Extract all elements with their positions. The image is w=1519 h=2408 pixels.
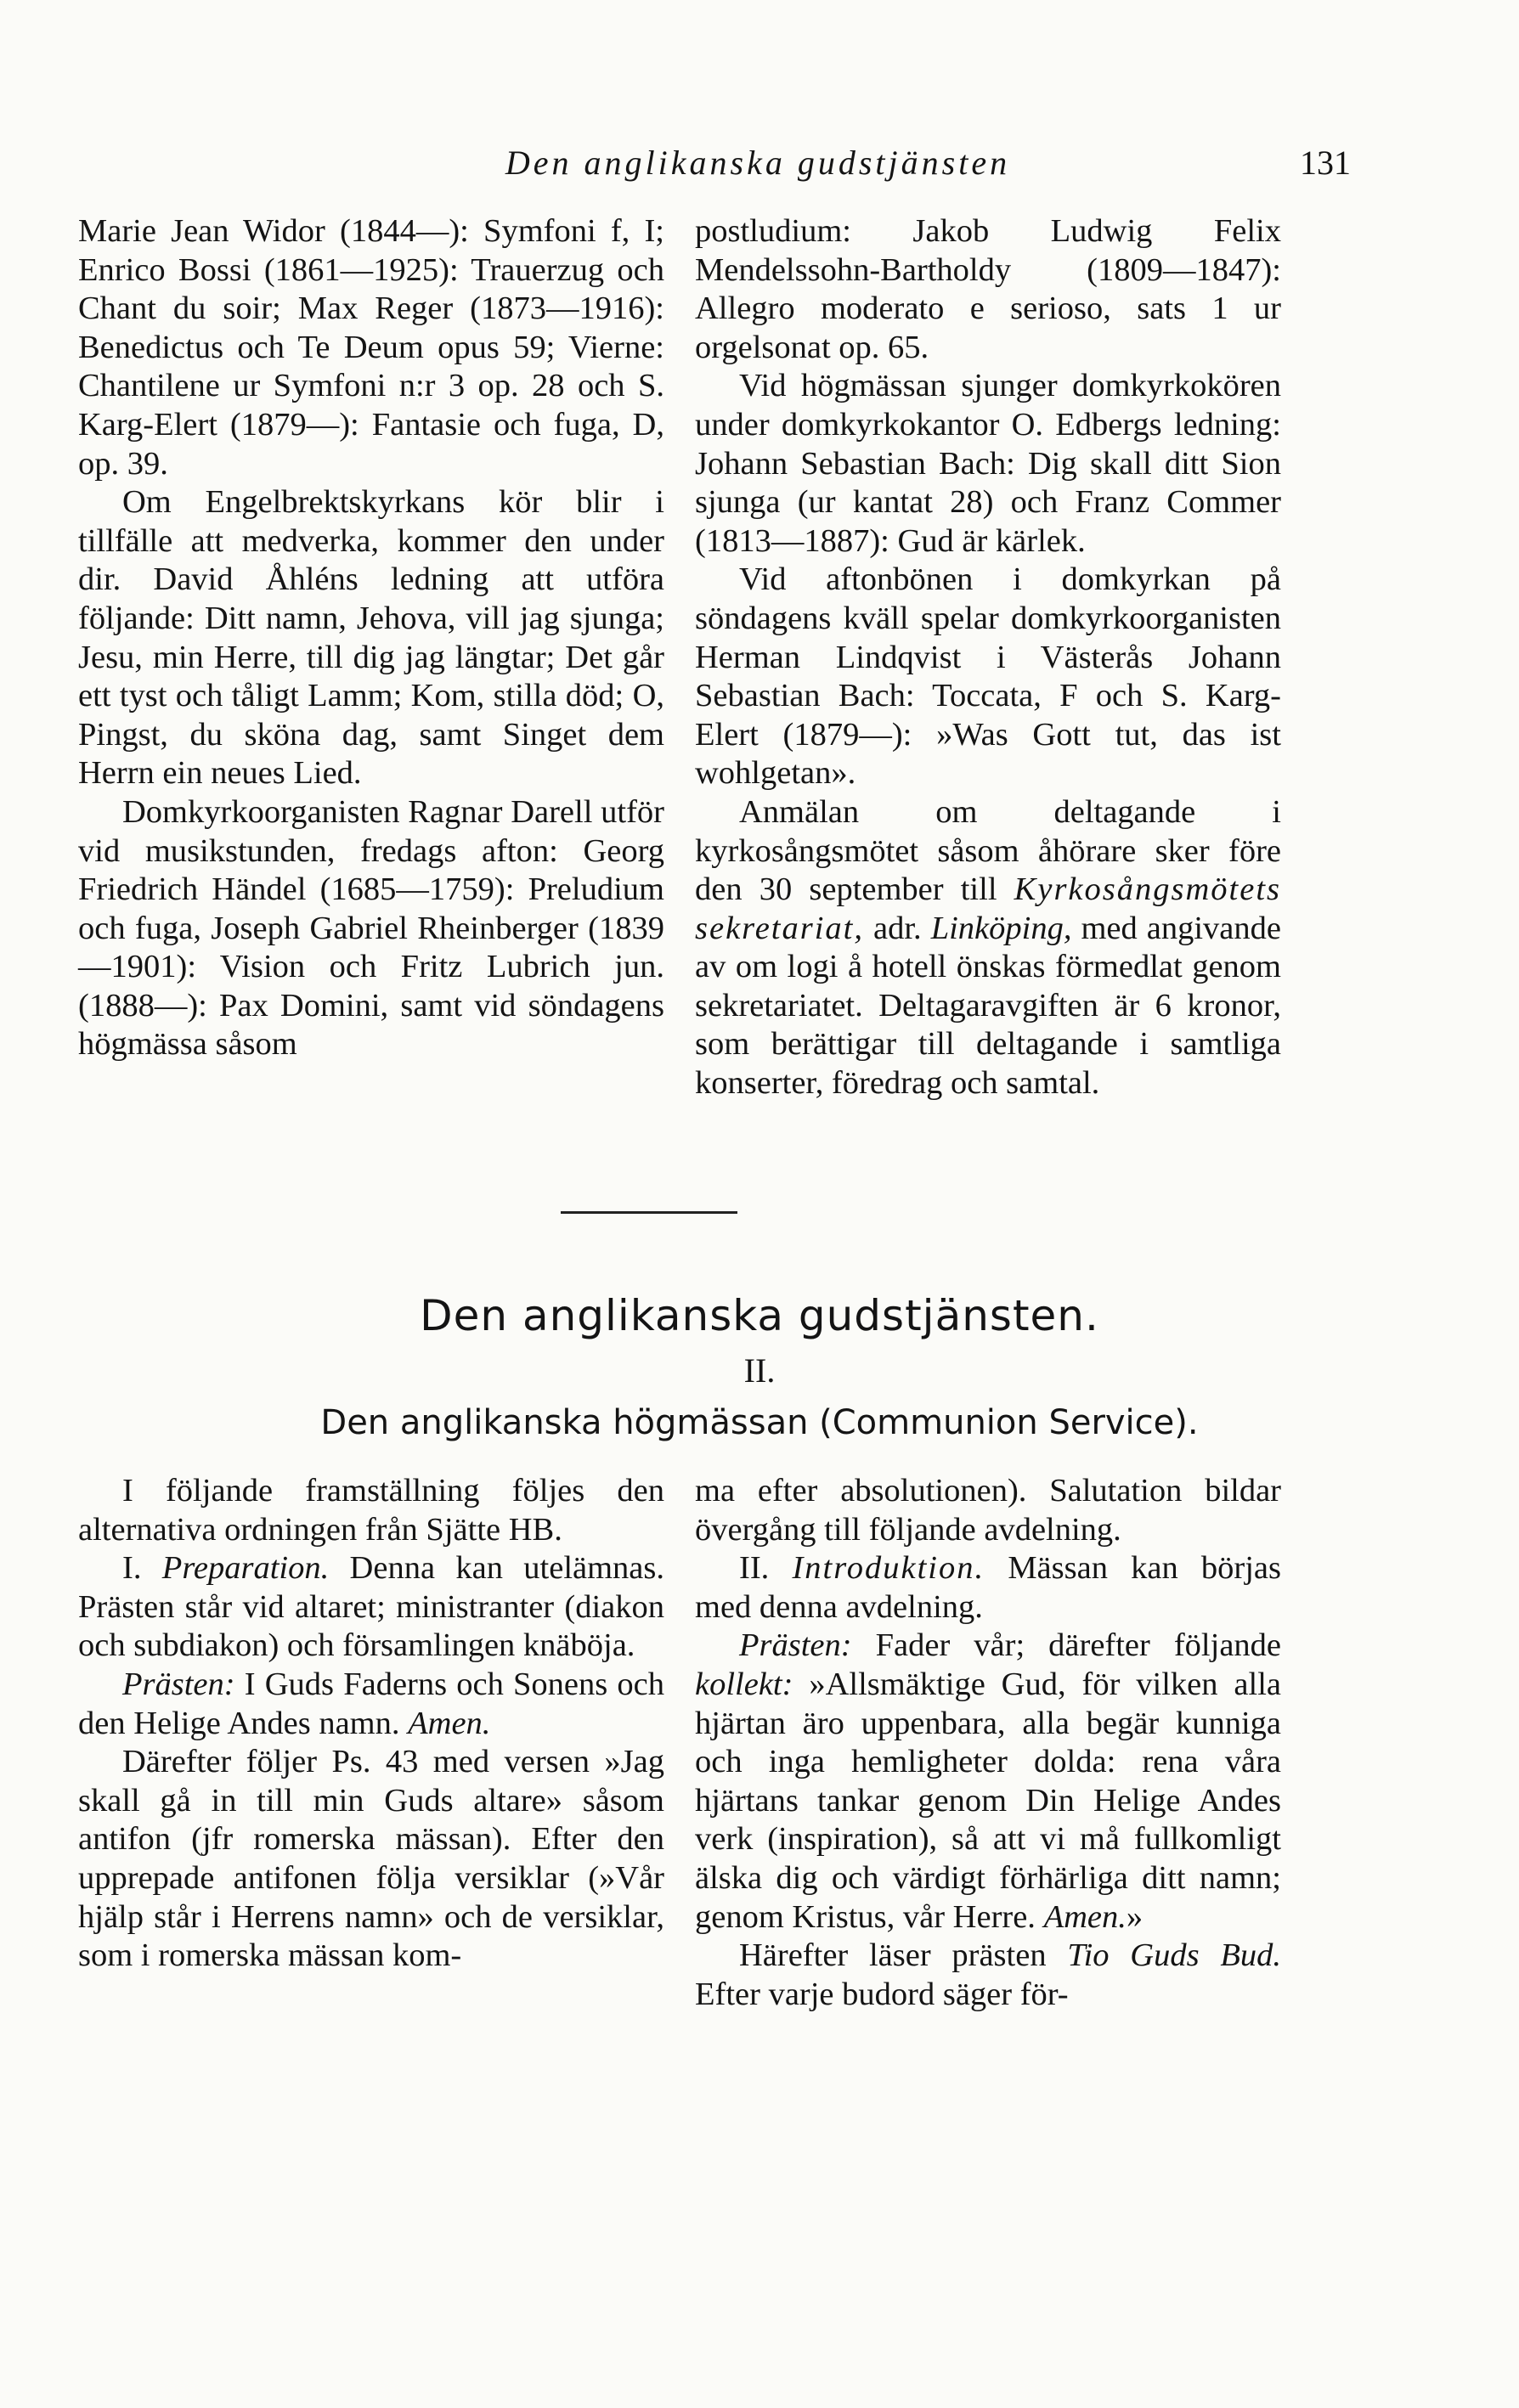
running-head	[85, 143, 1444, 194]
emphasis: Prästen:	[122, 1666, 235, 1702]
section-title: Den anglikanska gudstjänsten.	[420, 1291, 1099, 1340]
emphasis: Amen.	[1043, 1898, 1127, 1935]
paragraph: Om Engelbrektskyrkans kör blir i tillfälle att medverka, kommer den under dir. David Åhléns ledning att utföra följande: Ditt namn, Jehova, vill jag sjunga; Jesu, min Herre, till dig jag längtar; Det går ett tyst och tåligt Lamm; Kom, stilla död; O, Pingst, du sköna dag, samt Singet dem Herrn ein neues Lied.	[78, 484, 664, 792]
paragraph	[695, 1549, 1281, 1627]
paragraph	[695, 793, 1281, 1103]
paragraph: Domkyrkoorganisten Ragnar Darell utför vid musikstunden, fredags afton: Georg Friedrich Händel (1685—1759): Preludium och fuga, Joseph Gabriel Rheinberger (1839—1901): Vision och Fritz Lubrich jun. (1888—): Pax Domini, samt vid söndagens högmässa såsom	[78, 793, 664, 1063]
text-run: »	[1126, 1898, 1143, 1935]
paragraph: I följande framställning följes den alternativa ordningen från Sjätte HB.	[78, 1473, 664, 1548]
emphasis: Tio Guds Bud.	[1067, 1937, 1281, 1974]
emphasis: Introduktion.	[792, 1550, 985, 1587]
text-run: med angivande av om logi å hotell önskas förmedlat genom sekretariatet. Deltagaravgiften är 6 kronor, som berättigar till deltagande i samtliga konserter, föredrag och samtal.	[695, 910, 1281, 1102]
section-number: II.	[743, 1351, 776, 1390]
text-run: »Allsmäktige Gud, för vilken alla hjärtan äro uppenbara, alla begär kunniga och inga hemligheter dolda: rena våra hjärtans tankar genom Din Helige Andes verk (inspiration), så att vi må fullkomligt älska dig och värdigt förhärliga ditt namn; genom Kristus, vår Herre.	[695, 1666, 1281, 1935]
paragraph: Vid högmässan sjunger domkyrkokören under domkyrkokantor O. Edbergs ledning: Johann Sebastian Bach: Dig skall ditt Sion sjunga (ur kantat 28) och Franz Commer (1813—1887): Gud är kärlek.	[695, 368, 1281, 559]
running-head-title: Den anglikanska gudstjänsten	[505, 144, 1011, 182]
emphasis: Amen.	[408, 1705, 491, 1741]
paragraph	[695, 1627, 1281, 1937]
emphasis: Preparation.	[161, 1550, 330, 1587]
section-subtitle: Den anglikanska högmässan (Communion Service).	[320, 1403, 1199, 1442]
paragraph: Marie Jean Widor (1844—): Symfoni f, I; Enrico Bossi (1861—1925): Trauerzug och Chant du soir; Max Reger (1873—1916): Benedictus och Te Deum opus 59; Vierne: Chantilene ur Symfoni n:r 3 op. 28 och S. Karg-Elert (1879—): Fantasie och fuga, D, op. 39.	[78, 213, 664, 482]
text-run: I Guds Faderns och Sonens och den Helige Andes namn.	[78, 1666, 664, 1741]
paragraph	[695, 1937, 1281, 2014]
emphasis: Kyrkosångsmötets sekretariat,	[695, 871, 1281, 946]
text-run: Härefter läser prästen	[739, 1937, 1068, 1974]
paragraph: Vid aftonbönen i domkyrkan på söndagens kväll spelar domkyrkoorganisten Herman Lindqvist i Västerås Johann Sebastian Bach: Toccata, F och S. Karg-Elert (1879—): »Was Gott tut, das ist wohlgetan».	[695, 561, 1281, 792]
text-run: Anmälan om deltagande i kyrkosångsmötet såsom åhörare sker före den 30 september till	[695, 793, 1281, 908]
paragraph	[78, 1549, 664, 1666]
section-divider	[561, 1211, 737, 1214]
emphasis: Linköping,	[930, 910, 1072, 946]
paragraph: ma efter absolutionen). Salutation bildar övergång till följande avdelning.	[695, 1473, 1281, 1548]
emphasis: kollekt:	[695, 1666, 793, 1702]
text-run: Mässan kan börjas med denna avdelning.	[695, 1550, 1281, 1625]
text-run: Efter varje budord säger för-	[695, 1976, 1069, 2012]
text-run: adr.	[864, 910, 931, 946]
text-run: II.	[739, 1550, 793, 1587]
bottom-left-column	[78, 1472, 664, 1976]
paragraph: postludium: Jakob Ludwig Felix Mendelssohn-Bartholdy (1809—1847): Allegro moderato e serioso, sats 1 ur orgelsonat op. 65.	[695, 213, 1281, 365]
text-run: I.	[122, 1550, 162, 1587]
top-right-column	[695, 212, 1281, 1103]
text-run: Denna kan utelämnas. Prästen står vid altaret; ministranter (diakon och subdiakon) och församlingen knäböja.	[78, 1550, 665, 1664]
bottom-right-column	[695, 1472, 1281, 2014]
emphasis: Prästen:	[739, 1627, 852, 1664]
page-number: 131	[1300, 144, 1351, 182]
text-run: Fader vår; därefter följande	[851, 1627, 1281, 1664]
top-left-column	[78, 212, 664, 1064]
paragraph	[78, 1666, 664, 1743]
paragraph: Därefter följer Ps. 43 med versen »Jag skall gå in till min Guds altare» såsom antifon (jfr romerska mässan). Efter den upprepade antifonen följa versiklar (»Vår hjälp står i Herrens namn» och de versiklar, som i romerska mässan kom-	[78, 1744, 664, 1974]
